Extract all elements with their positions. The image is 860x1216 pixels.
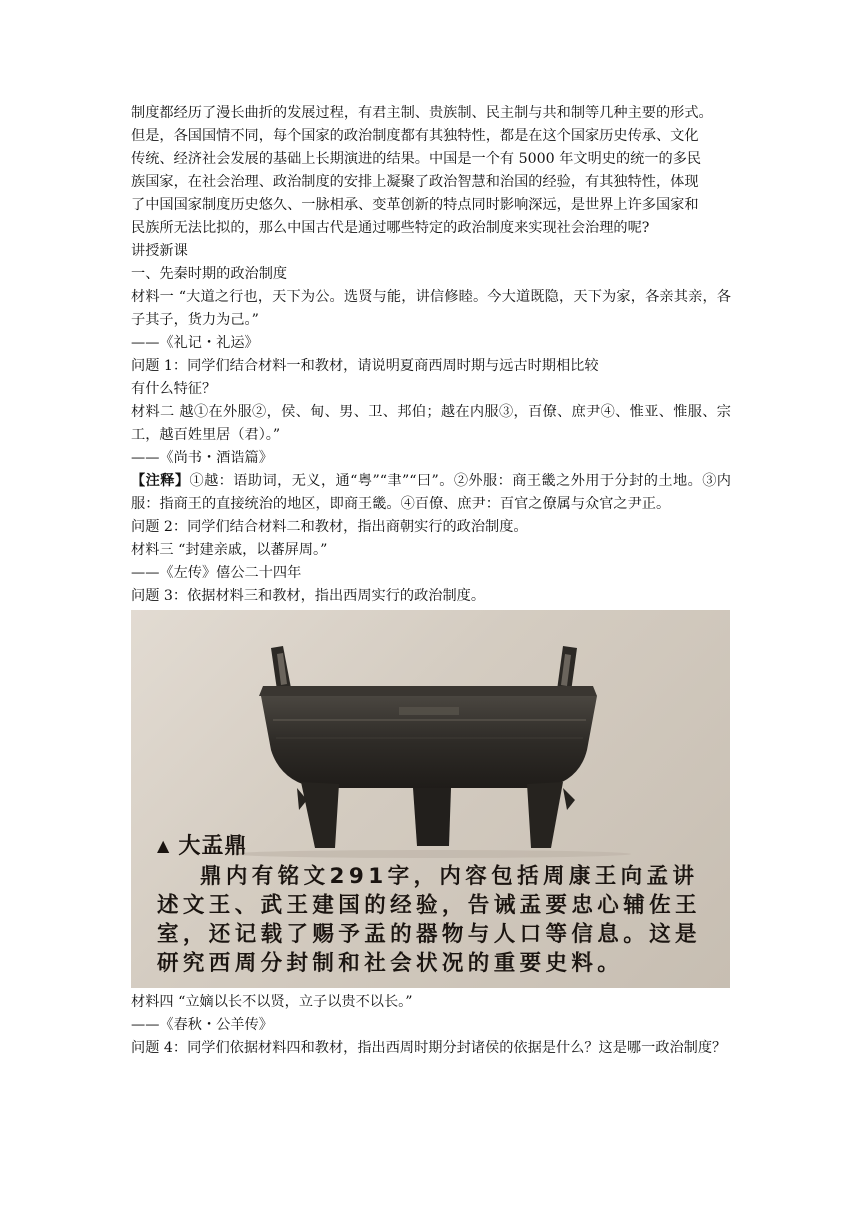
intro-line: 了中国国家制度历史悠久、一脉相承、变革创新的特点同时影响深远，是世界上许多国家和 bbox=[131, 197, 699, 213]
intro-line: 传统、经济社会发展的基础上长期演进的结果。中国是一个有 5000 年文明史的统一的多民 bbox=[131, 151, 702, 167]
note-text: ①越：语助词，无义，通“粤”“聿”“曰”。②外服：商王畿之外用于分封的土地。③内服：指商王的直接统治的地区，即商王畿。④百僚、庶尹：百官之僚属与众官之尹正。 bbox=[131, 473, 731, 512]
figure-title-row bbox=[157, 832, 717, 861]
ding-rim bbox=[259, 686, 597, 696]
material-2-source: ——《尚书・酒诰篇》 bbox=[131, 450, 273, 466]
question-1-line: 有什么特征？ bbox=[131, 381, 217, 397]
figure-description: 鼎内有铭文291字，内容包括周康王向孟讲述文王、武王建国的经验，告诫盂要忠心辅佐王室，还记载了赐予盂的器物与人口等信息。这是研究西周分封制和社会状况的重要史料。 bbox=[157, 864, 701, 976]
question-2: 问题 2：同学们结合材料二和教材，指出商朝实行的政治制度。 bbox=[131, 519, 528, 535]
note-paragraph bbox=[131, 470, 731, 516]
intro-line: 制度都经历了漫长曲折的发展过程，有君主制、贵族制、民主制与共和制等几种主要的形式。 bbox=[131, 105, 713, 121]
intro-line: 但是，各国国情不同，每个国家的政治制度都有其独特性，都是在这个国家历史传承、文化 bbox=[131, 128, 699, 144]
question-4: 问题 4：同学们依据材料四和教材，指出西周时期分封诸侯的依据是什么？这是哪一政治制度？ bbox=[131, 1040, 727, 1056]
subheading: 一、先秦时期的政治制度 bbox=[131, 266, 288, 282]
question-1-line: 问题 1：同学们结合材料一和教材，请说明夏商西周时期与远古时期相比较 bbox=[131, 358, 599, 374]
note-label: 【注释】 bbox=[131, 473, 190, 489]
figure-title: 大盂鼎 bbox=[178, 834, 248, 859]
material-1-text: 材料一 “大道之行也，天下为公。选贤与能，讲信修睦。今大道既隐，天下为家，各亲其亲，各子其子，货力为己。” bbox=[131, 289, 731, 328]
document-body bbox=[131, 102, 731, 1060]
section-heading: 讲授新课 bbox=[131, 243, 188, 259]
intro-line: 族国家，在社会治理、政治制度的安排上凝聚了政治智慧和治国的经验，有其独特性，体现 bbox=[131, 174, 699, 190]
intro-line: 民族所无法比拟的，那么中国古代是通过哪些特定的政治制度来实现社会治理的呢? bbox=[131, 220, 650, 236]
figure-caption bbox=[157, 832, 717, 978]
material-3-text: 材料三 “封建亲戚，以蕃屏周。” bbox=[131, 542, 328, 558]
material-3-source: ——《左传》僖公二十四年 bbox=[131, 565, 302, 581]
material-4-source: ——《春秋・公羊传》 bbox=[131, 1017, 273, 1033]
da-yu-ding-photo bbox=[131, 610, 730, 988]
material-2-text: 材料二 越①在外服②，侯、甸、男、卫、邦伯；越在内服③，百僚、庶尹④、惟亚、惟服、宗工，越百姓里居（君）。” bbox=[131, 404, 731, 443]
material-4-text: 材料四 “立嫡以长不以贤，立子以贵不以长。” bbox=[131, 994, 413, 1010]
material-1-source: ——《礼记・礼运》 bbox=[131, 335, 259, 351]
triangle-icon: ▲ bbox=[157, 836, 171, 855]
question-3: 问题 3：依据材料三和教材，指出西周实行的政治制度。 bbox=[131, 588, 486, 604]
